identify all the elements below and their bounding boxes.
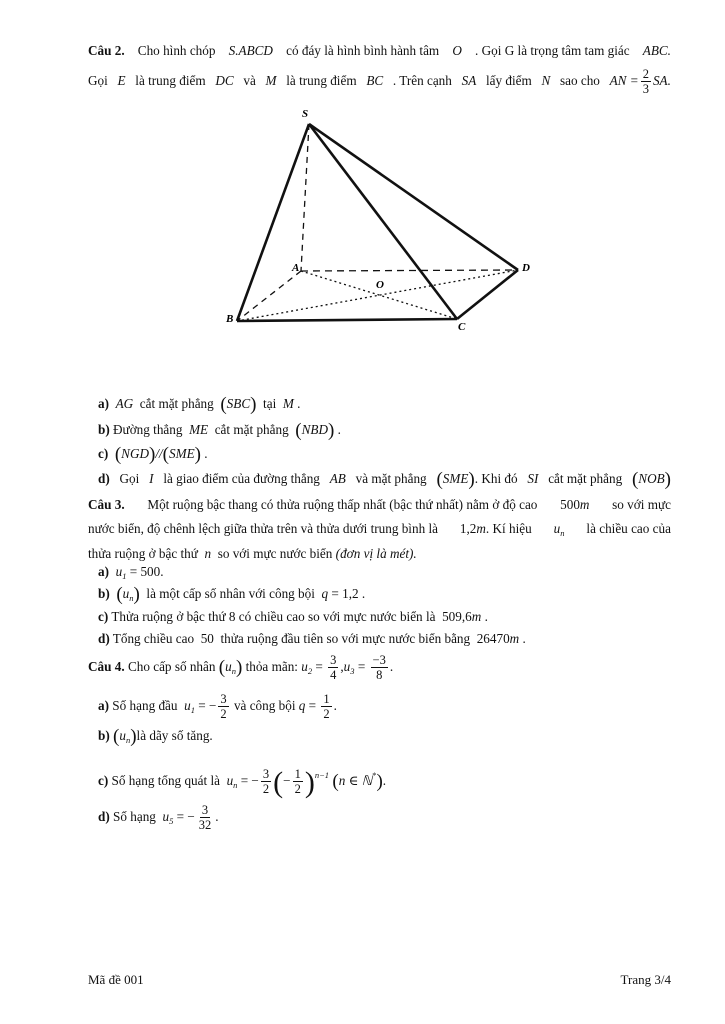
q4-line-1: Câu 4. Cho cấp số nhân $(u_n)$ thỏa mãn: $u_2$ = $\frac{3}{4}$ $,u_3$ = $\frac{-3}{8}$ . xyxy=(88,653,394,683)
q2-math: SA. xyxy=(652,73,671,88)
q4-text: Số hạng đầu xyxy=(112,698,178,713)
q2-text: là giao điểm của đường thẳng xyxy=(163,471,320,486)
q2-text: cắt mặt phẳng xyxy=(548,471,623,486)
q3-math: 50 xyxy=(200,631,214,646)
q2-an-formula xyxy=(610,66,671,96)
q3-sub: 1 xyxy=(122,571,127,581)
q4-text: Cho cấp số nhân xyxy=(127,659,216,674)
frac-den: 4 xyxy=(330,668,337,683)
q2-math: // xyxy=(155,446,163,461)
frac-den: 8 xyxy=(376,668,383,683)
q2-text: là trung điểm xyxy=(286,73,357,88)
q4-math: u xyxy=(184,698,191,713)
frac-den: 3 xyxy=(642,82,649,97)
frac-den: 32 xyxy=(198,818,212,833)
q3-math: u xyxy=(122,586,130,601)
option-label: d) xyxy=(98,809,110,824)
frac-num: 3 xyxy=(220,692,227,707)
q3-math: 509,6 xyxy=(442,609,472,624)
q3-sub: n xyxy=(560,528,565,538)
option-label: d) xyxy=(98,631,110,646)
q2-option-c: c) (NGD)//(SME) . xyxy=(98,444,208,465)
q4-text: và công bội xyxy=(233,698,296,713)
q4-math: n ∈ ℕ xyxy=(338,773,373,788)
q3-text: là chiều cao của xyxy=(586,521,671,536)
q2-math: AG xyxy=(115,396,134,411)
q2-text: . Trên cạnh xyxy=(392,73,452,88)
q3-text: Tổng chiều cao xyxy=(112,631,195,646)
q2-math: M xyxy=(282,396,294,411)
q4-math: u xyxy=(225,659,232,674)
option-label: b) xyxy=(98,728,110,743)
q4-option-a: a) Số hạng đầu $u_1$ = − $\frac{3}{2}$ và công bội q = $\frac{1}{2}$ . xyxy=(98,692,337,722)
label-O: O xyxy=(376,279,384,291)
fraction xyxy=(293,767,303,796)
q4-sub: 3 xyxy=(350,666,355,676)
q2-math: ABC. xyxy=(642,43,671,58)
fraction xyxy=(197,803,214,832)
q2-math: NOB xyxy=(638,471,665,486)
q3-math: n xyxy=(204,546,212,561)
q2-text: . xyxy=(297,396,301,411)
q3-text-italic: (đơn vị là mét). xyxy=(335,546,417,561)
option-label: a) xyxy=(98,396,109,411)
q3-math: 26470 xyxy=(476,631,510,646)
edge-SD xyxy=(309,124,518,270)
q4-option-b: b) $(u_n)là$ dãy số tăng. xyxy=(98,726,213,747)
frac-den: 2 xyxy=(323,707,330,722)
fraction xyxy=(328,653,338,682)
q4-sub: n xyxy=(125,735,131,745)
q3-math: u xyxy=(553,521,561,536)
fraction xyxy=(371,653,388,682)
q3-option-a xyxy=(98,563,671,585)
q2-math: BC xyxy=(366,73,384,88)
frac-num: 1 xyxy=(294,767,301,782)
label-C: C xyxy=(458,321,466,333)
q2-math: N xyxy=(541,73,551,88)
q4-math: u xyxy=(301,659,308,674)
edge-SB xyxy=(237,124,309,321)
q4-sub: n xyxy=(233,780,238,790)
q3-text: . xyxy=(484,609,488,624)
q3-math: m xyxy=(471,609,482,624)
q3-label: Câu 3. xyxy=(88,497,125,512)
option-label: c) xyxy=(98,773,109,788)
option-label: a) xyxy=(98,564,109,579)
frac-den: 2 xyxy=(262,782,270,797)
q2-text: Cho hình chóp xyxy=(137,43,216,58)
option-label: c) xyxy=(98,446,109,461)
q3-math: = 500 xyxy=(129,564,161,579)
edge-AD xyxy=(301,270,518,271)
q4-sub: 2 xyxy=(307,666,313,676)
q2-option-d: d) Gọi I là giao điểm của đường thẳng AB và mặt phẳng (SME). Khi đó SI cắt mặt phẳng (NOB) xyxy=(98,469,671,490)
frac-num: 3 xyxy=(330,653,337,668)
q3-option-c xyxy=(98,608,671,626)
frac-num: −3 xyxy=(372,653,386,668)
frac-num: 3 xyxy=(262,767,270,782)
q3-sub: n xyxy=(129,593,134,603)
q4-math: u xyxy=(162,809,170,824)
q4-label: Câu 4. xyxy=(88,659,125,674)
q3-math: q xyxy=(321,586,329,601)
fraction xyxy=(641,67,651,96)
q2-text: cắt mặt phẳng xyxy=(214,422,289,437)
q3-math: m xyxy=(476,521,486,536)
q3-text: Một ruộng bậc thang có thửa ruộng thấp nhất (bậc thứ nhất) nằm ở độ cao xyxy=(147,497,538,512)
q3-text: . xyxy=(361,586,366,601)
q2-text: Gọi xyxy=(88,73,108,88)
q2-text: cắt mặt phẳng xyxy=(139,396,214,411)
q4-math: u xyxy=(343,659,351,674)
q2-text: Đường thẳng xyxy=(113,422,183,437)
q2-option-a: a) AG cắt mặt phẳng (SBC) tại M . xyxy=(98,394,301,415)
q3-text: . Kí hiệu xyxy=(485,521,532,536)
q2-math: I xyxy=(149,471,154,486)
q3-math: m xyxy=(579,497,590,512)
q3-math: 1,2 xyxy=(459,521,477,536)
frac-den: 2 xyxy=(220,707,227,722)
edge-CD xyxy=(457,270,518,319)
label-S: S xyxy=(302,108,309,120)
q2-math: SA xyxy=(461,73,477,88)
q3-text: so với mực xyxy=(612,497,671,512)
footer-exam-code: Mã đề 001 xyxy=(88,972,144,987)
q4-text: thỏa mãn: xyxy=(245,659,298,674)
footer-page-number: Trang 3/4 xyxy=(620,972,671,987)
label-D: D xyxy=(522,262,530,274)
q2-line-2 xyxy=(88,66,671,96)
q2-text: là trung điểm xyxy=(135,73,206,88)
q3-option-b: b) $(u_n)$ là một cấp số nhân với công bội q = 1,2 . xyxy=(98,584,366,605)
frac-num: 1 xyxy=(323,692,330,707)
q2-math: ME xyxy=(189,422,209,437)
q4-star: * xyxy=(372,770,377,780)
q3-math: 500 xyxy=(560,497,580,512)
q3-math: u xyxy=(115,564,123,579)
q3-math: m xyxy=(509,631,520,646)
option-label: c) xyxy=(98,609,109,624)
q3-text: thửa ruộng đầu tiên so với mực nước biển bằng xyxy=(220,631,471,646)
edge-BC xyxy=(237,319,457,321)
q2-text: và xyxy=(243,73,256,88)
q3-option-d xyxy=(98,630,671,648)
q3-text: thửa ruộng ở bậc thứ xyxy=(88,546,198,561)
q2-math: NBD xyxy=(301,422,328,437)
q4-sub: n xyxy=(231,666,236,676)
diag-BD xyxy=(237,270,518,321)
q2-math: AB xyxy=(329,471,346,486)
q2-label: Câu 2. xyxy=(88,43,125,58)
q2-math: SME xyxy=(442,471,469,486)
q3-text: . xyxy=(160,564,164,579)
q4-sub: 5 xyxy=(169,816,174,826)
q4-text: là dãy số tăng. xyxy=(136,728,213,743)
q4-text: Số hạng xyxy=(113,809,156,824)
label-B: B xyxy=(226,313,234,325)
option-label: a) xyxy=(98,698,109,713)
q4-text: Số hạng tổng quát là xyxy=(111,773,220,788)
q2-math: S.ABCD xyxy=(228,43,273,58)
q4-exponent: n−1 xyxy=(314,770,330,780)
q4-math: q xyxy=(298,698,306,713)
option-label: b) xyxy=(98,586,110,601)
q2-math: E xyxy=(117,73,126,88)
q2-math: M xyxy=(265,73,277,88)
pyramid-figure xyxy=(220,100,540,345)
q2-math: O xyxy=(452,43,462,58)
q2-text: tại xyxy=(263,396,277,411)
q3-line-2 xyxy=(88,520,671,542)
q4-option-d: d) Số hạng $u_5$ = − $\frac{3}{32}$ . xyxy=(98,803,219,833)
fraction xyxy=(261,767,271,796)
fraction xyxy=(218,692,228,721)
q3-math: = 1,2 xyxy=(331,586,359,601)
q2-math: DC xyxy=(215,73,234,88)
frac-num: 3 xyxy=(201,803,209,818)
q3-text: nước biển, độ chênh lệch giữa thửa trên và thửa dưới trung bình là xyxy=(88,521,438,536)
q4-option-c: c) Số hạng tổng quát là $u_n$ = − $\frac{3}{2}$ (− $\frac{1}{2}$ )$^{n-1}$ (n ∈ ℕ*). xyxy=(98,766,387,799)
q2-line-1 xyxy=(88,42,671,60)
label-A: A xyxy=(292,262,300,274)
q4-math: u xyxy=(119,728,126,743)
q2-text: . xyxy=(337,422,341,437)
q2-math: SI xyxy=(527,471,539,486)
q2-math: NGD xyxy=(121,446,150,461)
option-label: b) xyxy=(98,422,110,437)
q2-text: có đáy là hình bình hành tâm xyxy=(286,43,440,58)
option-label: d) xyxy=(98,471,110,486)
q2-text: Gọi xyxy=(119,471,140,486)
q3-text: so với mực nước biển xyxy=(217,546,333,561)
q3-text: Thửa ruộng ở bậc thứ 8 có chiều cao so với mực nước biển là xyxy=(111,609,436,624)
fraction xyxy=(321,692,331,721)
q2-text: . Gọi G là trọng tâm tam giác xyxy=(475,43,630,58)
frac-num: 2 xyxy=(642,67,649,82)
q2-text: lấy điểm xyxy=(485,73,532,88)
q2-text: sao cho xyxy=(559,73,600,88)
q2-math: SBC xyxy=(226,396,251,411)
q2-text: . xyxy=(204,446,208,461)
q3-line-3 xyxy=(88,545,671,563)
q4-math: u xyxy=(226,773,234,788)
q2-math: SME xyxy=(169,446,195,461)
q2-math: AN = xyxy=(609,73,639,88)
q3-text: là một cấp số nhân với công bội xyxy=(146,586,315,601)
q2-text: . Khi đó xyxy=(474,471,518,486)
frac-den: 2 xyxy=(294,782,301,797)
q2-option-b: b) Đường thẳng ME cắt mặt phẳng (NBD) . xyxy=(98,420,341,441)
q3-line-1 xyxy=(88,496,671,514)
q4-sub: 1 xyxy=(190,705,195,715)
q2-text: và mặt phẳng xyxy=(355,471,427,486)
q3-text: . xyxy=(522,631,526,646)
